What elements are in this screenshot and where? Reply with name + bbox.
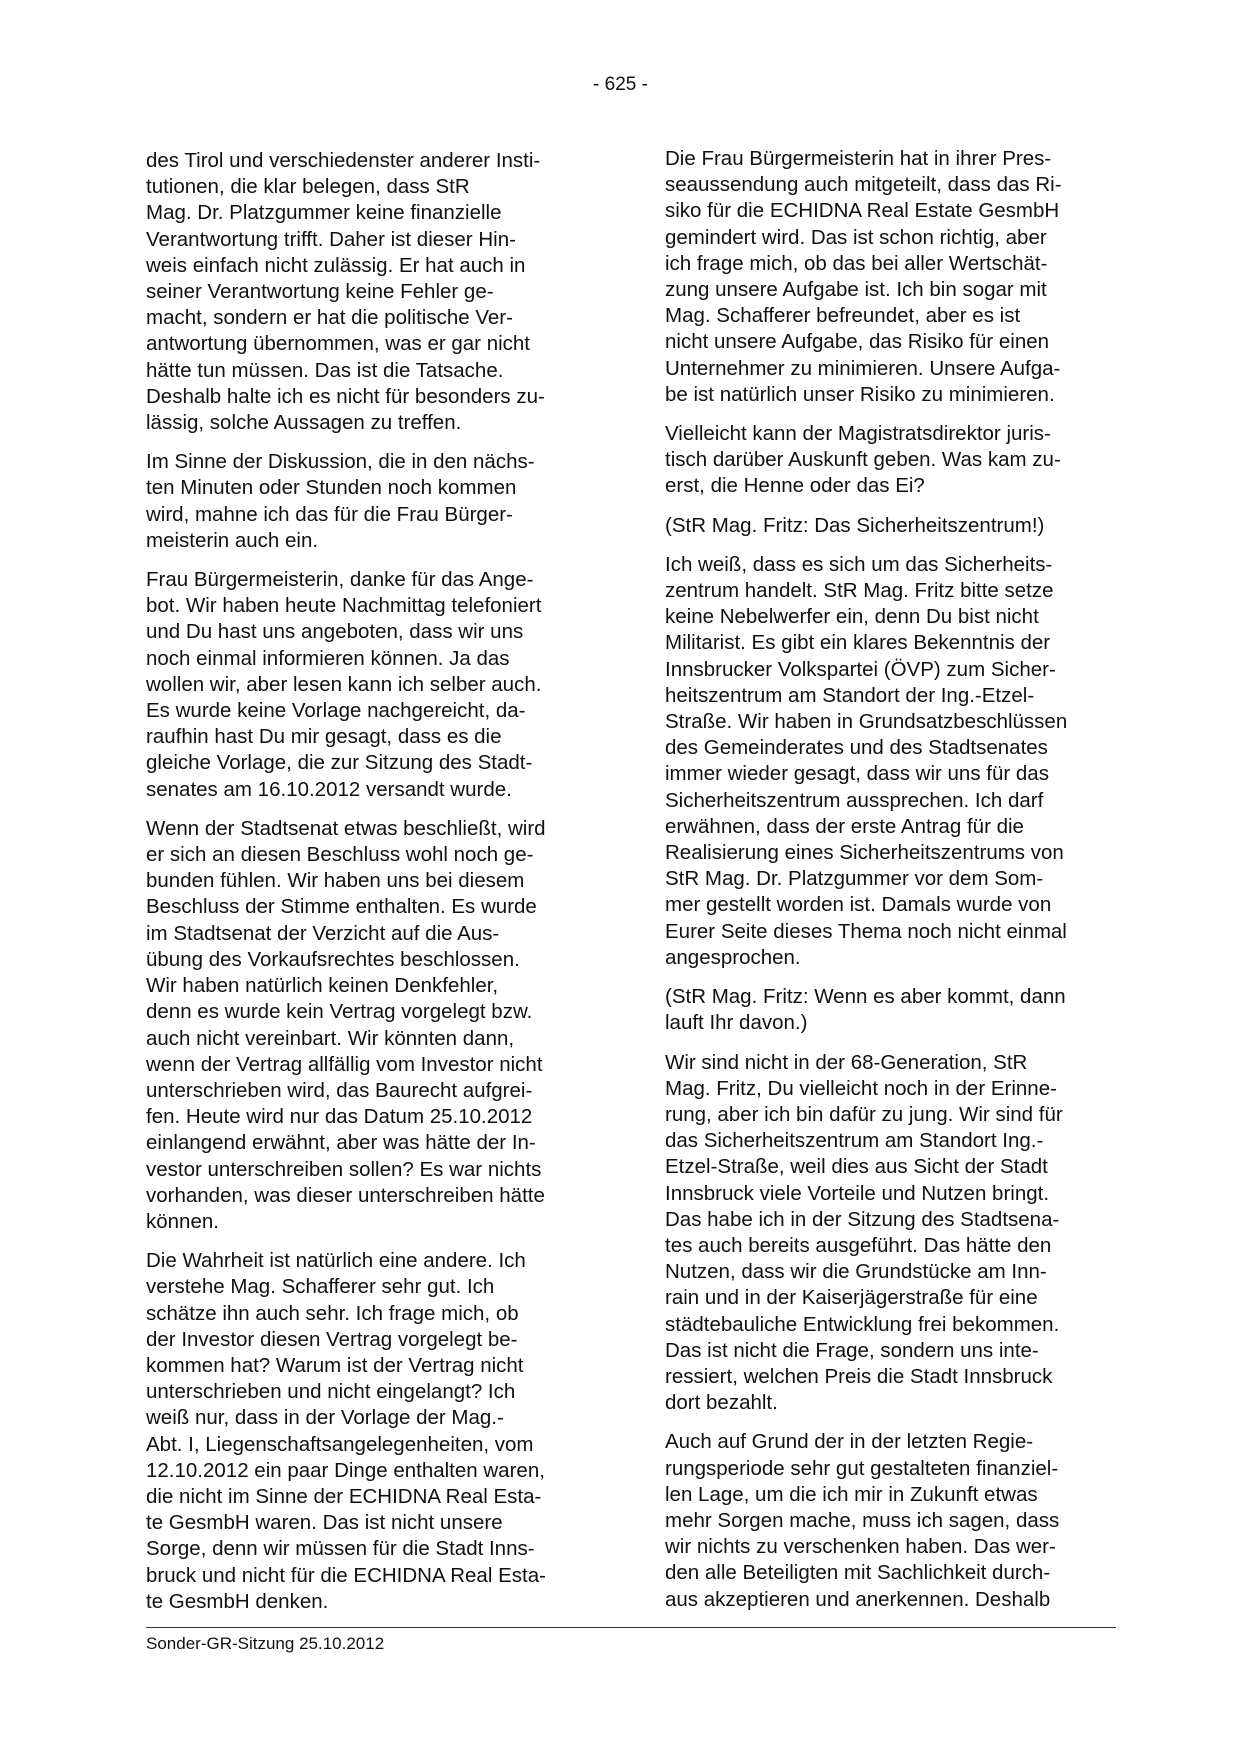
text-line: Frau Bürgermeisterin, danke für das Ange- bbox=[146, 568, 534, 592]
text-line: Die Wahrheit ist natürlich eine andere. Ich bbox=[146, 1249, 526, 1273]
text-line: den alle Beteiligten mit Sachlichkeit durch- bbox=[665, 1561, 1051, 1585]
text-line: tisch darüber Auskunft geben. Was kam zu- bbox=[665, 448, 1061, 472]
paragraph bbox=[665, 1050, 1117, 1417]
text-line: übung des Vorkaufsrechtes beschlossen. bbox=[146, 947, 520, 971]
text-line: wir nichts zu verschenken haben. Das wer- bbox=[665, 1535, 1056, 1559]
paragraph bbox=[665, 984, 1117, 1036]
text-line: nicht unsere Aufgabe, das Risiko für einen bbox=[665, 330, 1050, 354]
text-line: Realisierung eines Sicherheitszentrums von bbox=[665, 841, 1064, 865]
text-line: des Gemeinderates und des Stadtsenates bbox=[665, 736, 1048, 760]
text-line: Es wurde keine Vorlage nachgereicht, da- bbox=[146, 699, 526, 723]
paragraph bbox=[665, 421, 1117, 500]
text-line: bot. Wir haben heute Nachmittag telefoniert bbox=[146, 594, 542, 618]
text-line: das Sicherheitszentrum am Standort Ing.- bbox=[665, 1129, 1044, 1153]
text-line: Sorge, denn wir müssen für die Stadt Inns- bbox=[146, 1537, 535, 1561]
text-line: seiner Verantwortung keine Fehler ge- bbox=[146, 280, 494, 304]
paragraph bbox=[146, 449, 592, 554]
text-line: 12.10.2012 ein paar Dinge enthalten waren, bbox=[146, 1458, 545, 1482]
text-line: te GesmbH denken. bbox=[146, 1589, 329, 1613]
left-column bbox=[146, 148, 592, 1628]
text-line: (StR Mag. Fritz: Wenn es aber kommt, dann bbox=[665, 985, 1066, 1009]
text-line: aus akzeptieren und anerkennen. Deshalb bbox=[665, 1587, 1051, 1611]
text-line: Auch auf Grund der in der letzten Regie- bbox=[665, 1430, 1034, 1454]
text-line: (StR Mag. Fritz: Das Sicherheitszentrum!) bbox=[665, 513, 1045, 537]
text-line: verstehe Mag. Schafferer sehr gut. Ich bbox=[146, 1275, 495, 1299]
text-line: einlangend erwähnt, aber was hätte der In- bbox=[146, 1131, 536, 1155]
text-line: mer gestellt worden ist. Damals wurde von bbox=[665, 893, 1052, 917]
footer-divider bbox=[146, 1627, 1116, 1628]
text-line: Ich weiß, dass es sich um das Sicherheits- bbox=[665, 552, 1053, 576]
text-line: mehr Sorgen mache, muss ich sagen, dass bbox=[665, 1508, 1060, 1532]
paragraph bbox=[146, 1248, 592, 1615]
text-line: Wir haben natürlich keinen Denkfehler, bbox=[146, 974, 499, 998]
text-line: Im Sinne der Diskussion, die in den nächs- bbox=[146, 450, 535, 474]
text-line: wenn der Vertrag allfällig vom Investor nicht bbox=[146, 1052, 543, 1076]
text-line: siko für die ECHIDNA Real Estate GesmbH bbox=[665, 199, 1060, 223]
text-line: Straße. Wir haben in Grundsatzbeschlüssen bbox=[665, 710, 1068, 734]
text-line: unterschrieben und nicht eingelangt? Ich bbox=[146, 1380, 516, 1404]
text-line: erst, die Henne oder das Ei? bbox=[665, 474, 925, 498]
text-line: ich frage mich, ob das bei aller Wertschät- bbox=[665, 251, 1048, 275]
text-line: senates am 16.10.2012 versandt wurde. bbox=[146, 777, 512, 801]
text-line: des Tirol und verschiedenster anderer Insti- bbox=[146, 149, 541, 172]
text-line: weis einfach nicht zulässig. Er hat auch in bbox=[146, 253, 526, 277]
text-line: kommen hat? Warum ist der Vertrag nicht bbox=[146, 1353, 524, 1377]
text-line: gleiche Vorlage, die zur Sitzung des Stadt- bbox=[146, 751, 533, 775]
text-line: Sicherheitszentrum aussprechen. Ich darf bbox=[665, 788, 1044, 812]
text-line: antwortung übernommen, was er gar nicht bbox=[146, 332, 531, 356]
text-line: keine Nebelwerfer ein, denn Du bist nicht bbox=[665, 605, 1039, 629]
text-line: rung, aber ich bin dafür zu jung. Wir sind für bbox=[665, 1102, 1063, 1126]
text-line: rungsperiode sehr gut gestalteten finanziel- bbox=[665, 1456, 1059, 1480]
paragraph bbox=[665, 513, 1117, 539]
text-line: Militarist. Es gibt ein klares Bekenntnis der bbox=[665, 631, 1051, 655]
paragraph bbox=[665, 146, 1117, 408]
text-line: StR Mag. Dr. Platzgummer vor dem Som- bbox=[665, 867, 1044, 891]
text-line: hätte tun müssen. Das ist die Tatsache. bbox=[146, 358, 504, 382]
text-line: unterschrieben wird, das Baurecht aufgrei- bbox=[146, 1078, 533, 1102]
text-line: Das ist nicht die Frage, sondern uns inte- bbox=[665, 1338, 1039, 1362]
text-line: Abt. I, Liegenschaftsangelegenheiten, vom bbox=[146, 1432, 534, 1456]
text-line: vestor unterschreiben sollen? Es war nichts bbox=[146, 1157, 542, 1181]
text-line: vorhanden, was dieser unterschreiben hätte bbox=[146, 1183, 545, 1207]
paragraph bbox=[665, 552, 1117, 971]
text-line: Wir sind nicht in der 68-Generation, StR bbox=[665, 1050, 1028, 1074]
text-line: denn es wurde kein Vertrag vorgelegt bzw. bbox=[146, 1000, 533, 1024]
text-line: Beschluss der Stimme enthalten. Es wurde bbox=[146, 895, 537, 919]
text-line: Innsbrucker Volkspartei (ÖVP) zum Sicher- bbox=[665, 657, 1056, 681]
text-line: Innsbruck viele Vorteile und Nutzen bringt. bbox=[665, 1181, 1050, 1205]
text-line: meisterin auch ein. bbox=[146, 528, 319, 552]
text-line: heitszentrum am Standort der Ing.-Etzel- bbox=[665, 683, 1035, 707]
text-line: Verantwortung trifft. Daher ist dieser Hin- bbox=[146, 227, 516, 251]
text-line: auch nicht vereinbart. Wir könnten dann, bbox=[146, 1026, 515, 1050]
text-line: rain und in der Kaiserjägerstraße für eine bbox=[665, 1286, 1038, 1310]
text-line: Deshalb halte ich es nicht für besonders zu- bbox=[146, 384, 545, 408]
text-line: Nutzen, dass wir die Grundstücke am Inn- bbox=[665, 1260, 1047, 1284]
text-line: fen. Heute wird nur das Datum 25.10.2012 bbox=[146, 1105, 533, 1129]
text-line: städtebauliche Entwicklung frei bekommen. bbox=[665, 1312, 1060, 1336]
text-line: lässig, solche Aussagen zu treffen. bbox=[146, 411, 462, 435]
text-line: tes auch bereits ausgeführt. Das hätte den bbox=[665, 1233, 1052, 1257]
text-line: weiß nur, dass in der Vorlage der Mag.- bbox=[146, 1406, 504, 1430]
paragraph bbox=[665, 1429, 1117, 1612]
text-line: können. bbox=[146, 1209, 219, 1233]
text-line: schätze ihn auch sehr. Ich frage mich, ob bbox=[146, 1301, 519, 1325]
text-line: immer wieder gesagt, dass wir uns für das bbox=[665, 762, 1049, 786]
text-line: Wenn der Stadtsenat etwas beschließt, wird bbox=[146, 816, 546, 840]
text-line: Mag. Fritz, Du vielleicht noch in der Erinne- bbox=[665, 1076, 1057, 1100]
text-line: im Stadtsenat der Verzicht auf die Aus- bbox=[146, 921, 500, 945]
text-line: Mag. Dr. Platzgummer keine finanzielle bbox=[146, 201, 502, 225]
text-line: dort bezahlt. bbox=[665, 1391, 778, 1415]
text-line: Mag. Schafferer befreundet, aber es ist bbox=[665, 304, 1021, 328]
text-line: bruck und nicht für die ECHIDNA Real Esta- bbox=[146, 1563, 546, 1587]
right-column bbox=[665, 146, 1117, 1626]
text-line: die nicht im Sinne der ECHIDNA Real Esta- bbox=[146, 1484, 542, 1508]
text-line: er sich an diesen Beschluss wohl noch ge- bbox=[146, 843, 534, 867]
paragraph bbox=[146, 567, 592, 803]
page-number: - 625 - bbox=[593, 74, 648, 95]
text-line: Die Frau Bürgermeisterin hat in ihrer Pres- bbox=[665, 147, 1052, 170]
text-line: macht, sondern er hat die politische Ver- bbox=[146, 306, 513, 330]
text-line: zentrum handelt. StR Mag. Fritz bitte setze bbox=[665, 579, 1054, 603]
text-line: be ist natürlich unser Risiko zu minimieren. bbox=[665, 382, 1055, 406]
text-line: raufhin hast Du mir gesagt, dass es die bbox=[146, 725, 502, 749]
paragraph bbox=[146, 816, 592, 1235]
footer-session-label: Sonder-GR-Sitzung 25.10.2012 bbox=[146, 1634, 385, 1653]
text-line: der Investor diesen Vertrag vorgelegt be- bbox=[146, 1327, 518, 1351]
text-line: bunden fühlen. Wir haben uns bei diesem bbox=[146, 869, 525, 893]
paragraph bbox=[146, 148, 592, 436]
text-line: lauft Ihr davon.) bbox=[665, 1011, 808, 1035]
text-line: Unternehmer zu minimieren. Unsere Aufga- bbox=[665, 356, 1061, 380]
text-line: zung unsere Aufgabe ist. Ich bin sogar mit bbox=[665, 278, 1047, 302]
text-line: noch einmal informieren können. Ja das bbox=[146, 646, 510, 670]
text-line: erwähnen, dass der erste Antrag für die bbox=[665, 814, 1024, 838]
text-line: seaussendung auch mitgeteilt, dass das Ri- bbox=[665, 173, 1062, 197]
text-line: tutionen, die klar belegen, dass StR bbox=[146, 175, 470, 199]
text-line: wollen wir, aber lesen kann ich selber auch. bbox=[146, 672, 542, 696]
text-line: Das habe ich in der Sitzung des Stadtsena- bbox=[665, 1207, 1060, 1231]
text-line: gemindert wird. Das ist schon richtig, aber bbox=[665, 225, 1047, 249]
text-line: und Du hast uns angeboten, dass wir uns bbox=[146, 620, 524, 644]
text-line: ten Minuten oder Stunden noch kommen bbox=[146, 476, 517, 500]
text-line: Etzel-Straße, weil dies aus Sicht der Stadt bbox=[665, 1155, 1048, 1179]
text-line: te GesmbH waren. Das ist nicht unsere bbox=[146, 1511, 503, 1535]
text-line: Vielleicht kann der Magistratsdirektor juris- bbox=[665, 422, 1051, 446]
text-line: len Lage, um die ich mir in Zukunft etwas bbox=[665, 1482, 1038, 1506]
text-line: ressiert, welchen Preis die Stadt Innsbruck bbox=[665, 1364, 1053, 1388]
text-line: wird, mahne ich das für die Frau Bürger- bbox=[146, 502, 513, 526]
text-line: Eurer Seite dieses Thema noch nicht einmal bbox=[665, 919, 1067, 943]
text-line: angesprochen. bbox=[665, 945, 801, 969]
